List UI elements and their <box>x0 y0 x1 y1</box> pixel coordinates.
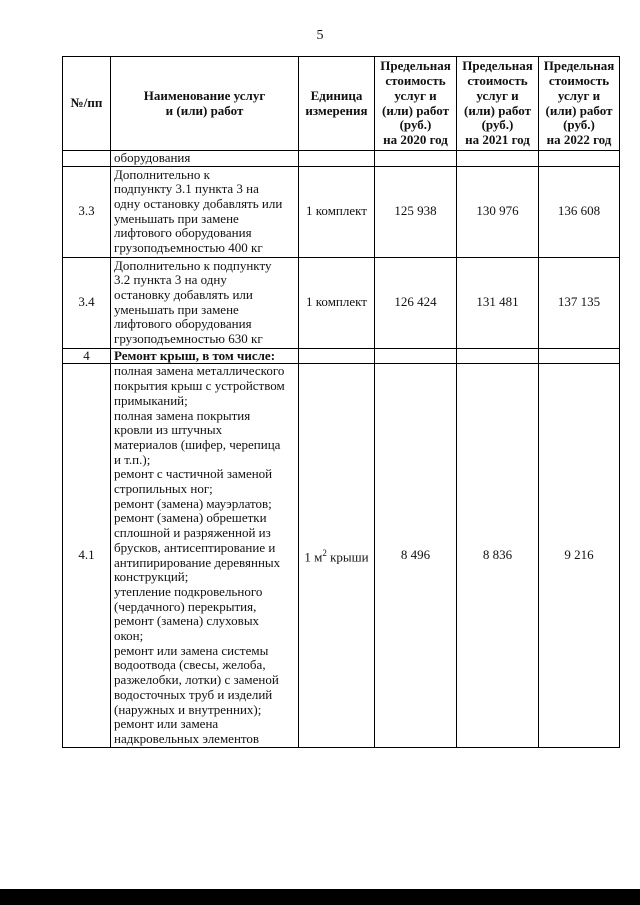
row-price-2022 <box>539 151 620 167</box>
price-table <box>62 56 620 748</box>
row-price-2021 <box>457 151 539 167</box>
section-title: Ремонт крыш, в том числе: <box>111 348 299 364</box>
row-price-2022: 137 135 <box>539 257 620 348</box>
row-price-2022: 136 608 <box>539 166 620 257</box>
row-price-2022: 9 216 <box>539 364 620 747</box>
table-row <box>63 257 620 348</box>
header-service-name: Наименование услуг и (или) работ <box>111 57 299 151</box>
unit-base: 1 м <box>304 549 323 565</box>
row-price-2020: 125 938 <box>375 166 457 257</box>
header-number: №/пп <box>63 57 111 151</box>
row-price-2022 <box>539 348 620 364</box>
page-number: 5 <box>316 28 324 43</box>
row-price-2021: 130 976 <box>457 166 539 257</box>
row-price-2020: 126 424 <box>375 257 457 348</box>
row-unit <box>299 364 375 747</box>
row-price-2020 <box>375 151 457 167</box>
row-service-name: оборудования <box>111 151 299 167</box>
table-row <box>63 166 620 257</box>
table-row <box>63 364 620 747</box>
header-price-2020: Предельная стоимость услуг и (или) работ (руб.) на 2020 год <box>375 57 457 151</box>
row-number: 3.4 <box>63 257 111 348</box>
row-service-name: Дополнительно к подпункту 3.1 пункта 3 на одну остановку добавлять или уменьшать при замене лифтового оборудования грузоподъемностью 400 кг <box>111 166 299 257</box>
row-service-name: Дополнительно к подпункту 3.2 пункта 3 на одну остановку добавлять или уменьшать при замене лифтового оборудования грузоподъемностью 630 кг <box>111 257 299 348</box>
unit-superscript: 2 <box>322 548 327 559</box>
row-unit <box>299 151 375 167</box>
row-service-name: полная замена металлического покрытия крыш с устройством примыканий; полная замена покрытия кровли из штучных материалов (шифер, черепица и т.п.); ремонт с частичной заменой стропильных ног; ремонт (замена) мауэрлатов; ремонт (замена) обрешетки сплошной и разряженной из брусков, антисептирование и антипирирование деревянных конструкций; утепление подкровельного (чердачного) перекрытия, ремонт (замена) слуховых окон; ремонт или замена системы водоотвода (свесы, желоба, разжелобки, лотки) с заменой водосточных труб и изделий (наружных и внутренних); ремонт или замена надкровельных элементов <box>111 364 299 747</box>
header-price-2021: Предельная стоимость услуг и (или) работ (руб.) на 2021 год <box>457 57 539 151</box>
row-price-2021: 8 836 <box>457 364 539 747</box>
row-price-2020: 8 496 <box>375 364 457 747</box>
row-unit: 1 комплект <box>299 166 375 257</box>
unit-tail: крыши <box>326 549 369 565</box>
scan-bottom-edge <box>0 889 640 905</box>
row-price-2021 <box>457 348 539 364</box>
table-row <box>63 151 620 167</box>
row-price-2021: 131 481 <box>457 257 539 348</box>
row-number: 4 <box>63 348 111 364</box>
row-unit: 1 комплект <box>299 257 375 348</box>
header-price-2022: Предельная стоимость услуг и (или) работ (руб.) на 2022 год <box>539 57 620 151</box>
row-unit <box>299 348 375 364</box>
section-row <box>63 348 620 364</box>
table-header-row <box>63 57 620 151</box>
row-number: 4.1 <box>63 364 111 747</box>
row-number <box>63 151 111 167</box>
row-number: 3.3 <box>63 166 111 257</box>
header-unit: Единица измерения <box>299 57 375 151</box>
row-price-2020 <box>375 348 457 364</box>
